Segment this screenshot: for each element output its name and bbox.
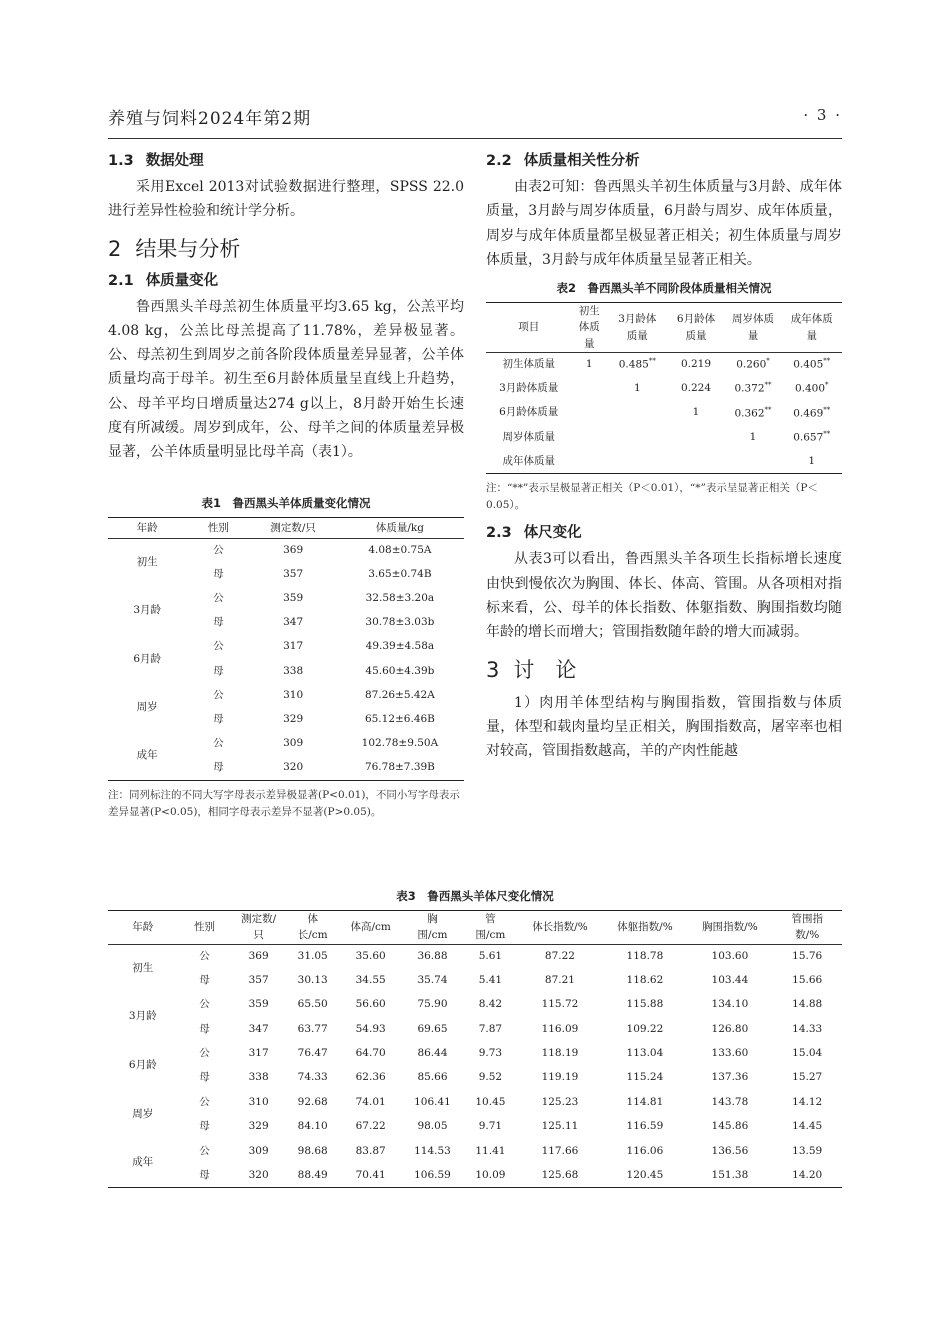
table3-cell: 15.66: [792, 973, 823, 986]
table3-cell: 14.20: [792, 1168, 823, 1181]
table1-cell: 公: [213, 640, 224, 653]
table3-age-cell: 周岁: [132, 1107, 154, 1120]
significance-mark: **: [823, 405, 831, 414]
table2-cell: [781, 450, 842, 474]
table1-cell: 357: [283, 567, 304, 580]
section-number: 2: [108, 236, 122, 261]
table-row: [108, 684, 464, 708]
table3-cell: 126.80: [711, 1022, 749, 1035]
table2-caption: 表2 鲁西黑头羊不同阶段体质量相关情况: [556, 281, 772, 296]
table2-cell: [571, 450, 607, 474]
table1-cell: 102.78±9.50A: [361, 737, 439, 750]
section-title: 讨 论: [513, 657, 577, 682]
table3-cell: 118.19: [541, 1046, 579, 1059]
table3-cell: 369: [248, 949, 269, 962]
table2-cell: [781, 401, 842, 425]
table2-cell: [571, 377, 607, 401]
table3-cell: 84.10: [297, 1120, 328, 1133]
table1-age-cell: 6月龄: [133, 652, 161, 665]
table1-cell: 30.78±3.03b: [365, 616, 435, 629]
table3-cell: 母: [199, 1168, 210, 1181]
table2-value: 0.657: [793, 431, 824, 444]
table3-cell: 109.22: [626, 1022, 664, 1035]
table-row: [486, 377, 842, 401]
table-row: [108, 1115, 842, 1139]
section-1-3-heading: [108, 150, 464, 172]
table3-cell: 9.73: [478, 1046, 503, 1059]
table2-cell: [571, 425, 607, 449]
table3-cell: 83.87: [355, 1144, 386, 1157]
table2-cell: [725, 450, 782, 474]
table3-cell: 115.88: [626, 998, 664, 1011]
table2-row-label: [486, 425, 571, 449]
table3-cell: 36.88: [417, 949, 448, 962]
table2-value: 0.224: [680, 382, 712, 395]
table3-cell: 116.06: [626, 1144, 664, 1157]
table3-cell: 5.61: [478, 949, 503, 962]
table3-cell: 116.59: [626, 1120, 664, 1133]
table3-cell: 151.38: [711, 1168, 749, 1181]
table1-header: 年龄: [108, 517, 186, 538]
table2-value: 初生体质量: [502, 358, 555, 371]
table3-header: 体高/cm: [340, 911, 402, 945]
table3-cell: 母: [199, 1120, 210, 1133]
table3-cell: 115.24: [626, 1071, 664, 1084]
section-number: 2.3: [486, 525, 512, 542]
table1-cell: 49.39±4.58a: [365, 640, 435, 653]
significance-mark: *: [766, 357, 770, 366]
table3-cell: 54.93: [355, 1022, 386, 1035]
table1-cell: 4.08±0.75A: [368, 543, 432, 556]
table2-row-label: [486, 352, 571, 376]
table2-cell: [607, 401, 668, 425]
table-row: [108, 993, 842, 1017]
table3-cell: 13.59: [792, 1144, 823, 1157]
table2-value: 6月龄体质量: [499, 406, 559, 419]
table3-cell: 115.72: [541, 998, 579, 1011]
table1-age-cell: 周岁: [136, 700, 158, 713]
table3-cell: 9.52: [478, 1071, 503, 1084]
section-2-2-heading: [486, 150, 842, 172]
table1-age-cell: 初生: [136, 556, 158, 569]
table2-value: 周岁体质量: [502, 430, 555, 443]
table3-cell: 67.22: [355, 1120, 386, 1133]
table3-cell: 10.45: [475, 1095, 506, 1108]
table3-cell: 母: [199, 1071, 210, 1084]
significance-mark: **: [764, 405, 772, 414]
table3-cell: 114.81: [626, 1095, 664, 1108]
table1-cell: 87.26±5.42A: [365, 688, 435, 701]
left-column: [108, 150, 464, 821]
significance-mark: **: [764, 381, 772, 390]
table3-cell: 31.05: [297, 949, 328, 962]
table2-cell: [725, 377, 782, 401]
table2-note: 注：“**”表示呈极显著正相关（P＜0.01），“*”表示呈显著正相关（P＜0.05）。: [486, 482, 818, 512]
table2-cell: [607, 450, 668, 474]
table3-cell: 35.60: [355, 949, 386, 962]
table2-value: 0.400: [794, 382, 825, 395]
table3-block: [108, 888, 842, 1188]
section-title: 体尺变化: [523, 525, 582, 542]
table1-cell: 3.65±0.74B: [368, 567, 432, 580]
table2-cell: [781, 352, 842, 376]
table-row: [486, 401, 842, 425]
table2-cell: [725, 352, 782, 376]
table2-cell: [571, 352, 607, 376]
table3-cell: 64.70: [355, 1046, 386, 1059]
table-row: [486, 352, 842, 376]
table3-cell: 359: [248, 998, 269, 1011]
table1-cell: 32.58±3.20a: [365, 592, 435, 605]
table3-cell: 116.09: [541, 1022, 579, 1035]
table3-header: 管围/cm: [463, 911, 517, 945]
table1-cell: 45.60±4.39b: [365, 664, 435, 677]
table2-value: 1: [808, 454, 816, 467]
table3-cell: 137.36: [711, 1071, 749, 1084]
table3-cell: 公: [199, 1046, 210, 1059]
journal-header: 养殖与饲料2024年第2期: [108, 109, 312, 129]
table-row: [108, 1017, 842, 1041]
table3-header: 管围指数/%: [772, 911, 842, 945]
significance-mark: **: [648, 357, 656, 366]
table2-header: 初生体质量: [571, 303, 607, 353]
table3-cell: 87.21: [544, 973, 575, 986]
table2-header: 6月龄体质量: [668, 303, 725, 353]
table2-value: 0.362: [734, 407, 765, 420]
table3-cell: 118.78: [626, 949, 664, 962]
table3-cell: 7.87: [478, 1022, 503, 1035]
table1-header: 测定数/只: [250, 517, 335, 538]
table3-cell: 63.77: [297, 1022, 328, 1035]
table3-cell: 14.88: [792, 998, 823, 1011]
significance-mark: *: [825, 381, 829, 390]
table3-cell: 10.09: [475, 1168, 506, 1181]
table3-header: 性别: [178, 911, 232, 945]
header-rule: [108, 138, 842, 139]
table3-cell: 76.47: [297, 1046, 328, 1059]
table3-cell: 公: [199, 998, 210, 1011]
table1-cell: 369: [283, 543, 304, 556]
table3-cell: 75.90: [417, 998, 448, 1011]
table2-cell: [668, 450, 725, 474]
table3-header: 体躯指数/%: [602, 911, 687, 945]
table2-cell: [607, 352, 668, 376]
table-row: [108, 968, 842, 992]
right-column: [486, 150, 842, 764]
page-number: · 3 ·: [803, 106, 842, 124]
table3-cell: 119.19: [541, 1071, 579, 1084]
table1-cell: 338: [283, 664, 304, 677]
table2-value: 1: [633, 382, 641, 395]
table3-cell: 118.62: [626, 973, 664, 986]
table2-value: 0.219: [680, 358, 712, 371]
table3-cell: 86.44: [417, 1046, 448, 1059]
section-number: 2.1: [108, 272, 134, 289]
table3-header: 体长指数/%: [517, 911, 602, 945]
section-2-1-heading: [108, 270, 464, 292]
table3-cell: 92.68: [297, 1095, 328, 1108]
table3-cell: 310: [248, 1095, 269, 1108]
table-row: [108, 1066, 842, 1090]
table3-header: 胸围/cm: [402, 911, 464, 945]
significance-mark: **: [823, 429, 831, 438]
table1-cell: 母: [213, 616, 224, 629]
table3-cell: 103.60: [711, 949, 749, 962]
table3-cell: 30.13: [297, 973, 328, 986]
table2-row-label: [486, 450, 571, 474]
table3-age-cell: 6月龄: [128, 1059, 157, 1072]
table1-cell: 母: [213, 567, 224, 580]
table2-cell: [725, 401, 782, 425]
table3-cell: 14.12: [792, 1095, 823, 1108]
table1-cell: 公: [213, 688, 224, 701]
table2-cell: [668, 377, 725, 401]
table3-cell: 88.49: [297, 1168, 328, 1181]
table2-cell: [781, 425, 842, 449]
table3-cell: 87.22: [544, 949, 575, 962]
table3-cell: 120.45: [626, 1168, 664, 1181]
table3-header: 胸围指数/%: [687, 911, 772, 945]
table2-header: 3月龄体质量: [607, 303, 668, 353]
table2-cell: [668, 401, 725, 425]
table3-cell: 309: [248, 1144, 269, 1157]
table3-cell: 74.01: [355, 1095, 386, 1108]
table2-header: 项目: [486, 303, 571, 353]
table3-header: 体长/cm: [286, 911, 340, 945]
paragraph-data-processing: 采用Excel 2013对试验数据进行整理，SPSS 22.0进行差异性检验和统计学分析。: [108, 179, 464, 220]
table1-cell: 359: [283, 592, 304, 605]
table3-cell: 公: [199, 1095, 210, 1108]
table-row: [486, 450, 842, 474]
table2-value: 0.372: [734, 382, 765, 395]
table1-cell: 320: [283, 761, 304, 774]
table1-age-cell: 3月龄: [133, 604, 161, 617]
table2-value: 3月龄体质量: [499, 382, 559, 395]
table1-caption: 表1 鲁西黑头羊体质量变化情况: [201, 495, 371, 510]
section-3-heading: [486, 655, 842, 685]
table3-cell: 133.60: [711, 1046, 749, 1059]
table2-cell: [668, 352, 725, 376]
table2-value: 0.260: [736, 358, 767, 371]
table2-value: 1: [692, 406, 700, 419]
table3-cell: 65.50: [297, 998, 328, 1011]
table-row: [108, 635, 464, 659]
table2-value: 1: [585, 358, 593, 371]
section-number: 1.3: [108, 153, 134, 169]
table3-cell: 56.60: [355, 998, 386, 1011]
table3-cell: 320: [248, 1168, 269, 1181]
table3-cell: 125.23: [541, 1095, 579, 1108]
section-title: 数据处理: [145, 153, 204, 169]
table3-cell: 公: [199, 949, 210, 962]
table3-cell: 329: [248, 1120, 269, 1133]
table2-value: 0.469: [793, 407, 824, 420]
table3-cell: 8.42: [478, 998, 503, 1011]
table3-age-cell: 3月龄: [128, 1010, 157, 1023]
table1-cell: 公: [213, 592, 224, 605]
table1-cell: 76.78±7.39B: [364, 761, 435, 774]
table-row: [108, 732, 464, 756]
table3-cell: 98.68: [297, 1144, 328, 1157]
table3-cell: 98.05: [417, 1120, 448, 1133]
table3-cell: 143.78: [711, 1095, 749, 1108]
table1-cell: 公: [213, 737, 224, 750]
table3-cell: 62.36: [355, 1071, 386, 1084]
table-row: [108, 1090, 842, 1114]
table3-header: 测定数/只: [232, 911, 286, 945]
table3-cell: 125.68: [541, 1168, 579, 1181]
table3-header: 年龄: [108, 911, 178, 945]
table3-cell: 103.44: [711, 973, 749, 986]
table3-cell: 117.66: [541, 1144, 579, 1157]
table3-age-cell: 成年: [132, 1156, 154, 1169]
table3-cell: 母: [199, 973, 210, 986]
table2: [486, 302, 842, 474]
section-number: 3: [486, 657, 500, 682]
table3-cell: 70.41: [355, 1168, 386, 1181]
table3-cell: 14.45: [792, 1120, 823, 1133]
table3-cell: 106.41: [414, 1095, 451, 1108]
table1-cell: 309: [283, 737, 304, 750]
table3-cell: 14.33: [792, 1022, 823, 1035]
table-row: [108, 538, 464, 562]
table3-cell: 公: [199, 1144, 210, 1157]
table2-cell: [781, 377, 842, 401]
table3-cell: 134.10: [711, 998, 749, 1011]
table1-cell: 母: [213, 713, 224, 726]
table3-cell: 85.66: [417, 1071, 448, 1084]
table3-cell: 113.04: [626, 1046, 664, 1059]
paragraph-discussion: 1）肉用羊体型结构与胸围指数，管围指数与体质量，体型和载肉量均呈正相关，胸围指数高，屠宰率也相对较高，管围指数越高，羊的产肉性能越: [486, 694, 842, 760]
table3-cell: 15.76: [792, 949, 823, 962]
section-2-heading: [108, 234, 464, 264]
table1-header: 体质量/kg: [336, 517, 464, 538]
section-title: 体质量变化: [145, 272, 219, 289]
section-title: 体质量相关性分析: [523, 153, 640, 169]
table1-cell: 65.12±6.46B: [364, 713, 435, 726]
section-2-3-heading: [486, 522, 842, 544]
table3-cell: 69.65: [417, 1022, 448, 1035]
table1-cell: 310: [283, 688, 304, 701]
table2-row-label: [486, 377, 571, 401]
table-row: [108, 1139, 842, 1163]
table3-cell: 317: [248, 1046, 269, 1059]
table3-cell: 35.74: [417, 973, 448, 986]
table1-cell: 公: [213, 543, 224, 556]
table3-caption: 表3 鲁西黑头羊体尺变化情况: [396, 889, 554, 903]
table1: [108, 517, 464, 781]
table2-row-label: [486, 401, 571, 425]
significance-mark: **: [823, 357, 831, 366]
table3-cell: 15.04: [792, 1046, 823, 1059]
table-row: [486, 425, 842, 449]
table3-cell: 5.41: [478, 973, 503, 986]
table3-cell: 74.33: [297, 1071, 328, 1084]
table3: [108, 910, 842, 1188]
table2-cell: [607, 377, 668, 401]
table2-value: 0.405: [793, 358, 824, 371]
table1-cell: 母: [213, 664, 224, 677]
table3-cell: 11.41: [475, 1144, 506, 1157]
table3-cell: 125.11: [541, 1120, 579, 1133]
table3-cell: 114.53: [414, 1144, 451, 1157]
table-row: [108, 1042, 842, 1066]
table3-cell: 136.56: [711, 1144, 749, 1157]
table3-cell: 338: [248, 1071, 269, 1084]
table3-cell: 34.55: [355, 973, 386, 986]
table1-age-cell: 成年: [136, 749, 158, 762]
table2-cell: [668, 425, 725, 449]
table3-cell: 9.71: [478, 1120, 503, 1133]
table1-cell: 母: [213, 761, 224, 774]
table2-value: 成年体质量: [502, 454, 555, 467]
paragraph-body-size: 从表3可以看出，鲁西黑头羊各项生长指标增长速度由快到慢依次为胸围、体长、体高、管围。从各项相对指标来看，公、母羊的体长指数、体躯指数、胸围指数均随年龄的增长而增大；管围指数随年龄的增大而减弱。: [486, 551, 842, 641]
table3-cell: 145.86: [711, 1120, 749, 1133]
table-row: [108, 587, 464, 611]
table2-cell: [725, 425, 782, 449]
table1-cell: 347: [283, 616, 304, 629]
table2-cell: [607, 425, 668, 449]
table3-cell: 357: [248, 973, 269, 986]
table2-header: 成年体质量: [781, 303, 842, 353]
table1-cell: 329: [283, 713, 304, 726]
paragraph-correlation: 由表2可知：鲁西黑头羊初生体质量与3月龄、成年体质量，3月龄与周岁体质量，6月龄与周岁、成年体质量，周岁与成年体质量都呈极显著正相关；初生体质量与周岁体质量，3月龄与成年体质量呈显著正相关。: [486, 179, 842, 268]
table2-cell: [571, 401, 607, 425]
section-number: 2.2: [486, 153, 512, 169]
section-title: 结果与分析: [135, 236, 241, 261]
table1-cell: 317: [283, 640, 304, 653]
table3-cell: 15.27: [792, 1071, 823, 1084]
table1-note: 注：同列标注的不同大写字母表示差异极显著(P<0.01)，不同小写字母表示差异显著(P<0.05)，相同字母表示差异不显著(P>0.05)。: [108, 788, 460, 818]
table2-value: 0.485: [618, 358, 649, 371]
table-row: [108, 944, 842, 968]
table2-header: 周岁体质量: [725, 303, 782, 353]
table3-cell: 母: [199, 1022, 210, 1035]
table3-cell: 106.59: [414, 1168, 451, 1181]
table-row: [108, 1164, 842, 1188]
table3-age-cell: 初生: [132, 961, 154, 974]
table2-value: 1: [749, 430, 757, 443]
table3-cell: 347: [248, 1022, 269, 1035]
table1-header: 性别: [186, 517, 250, 538]
paragraph-weight-change: 鲁西黑头羊母羔初生体质量平均3.65 kg，公羔平均4.08 kg，公羔比母羔提高了11.78%，差异极显著。公、母羔初生到周岁之前各阶段体质量差异显著，公羊体质量均高于母羊。初生至6月龄体质量呈直线上升趋势，公、母羊平均日增质量达274 g以上，8月龄开始生长速度有所减缓。周岁到成年，公、母羊之间的体质量差异极显著，公羊体质量明显比母羊高（表1）。: [108, 298, 464, 461]
